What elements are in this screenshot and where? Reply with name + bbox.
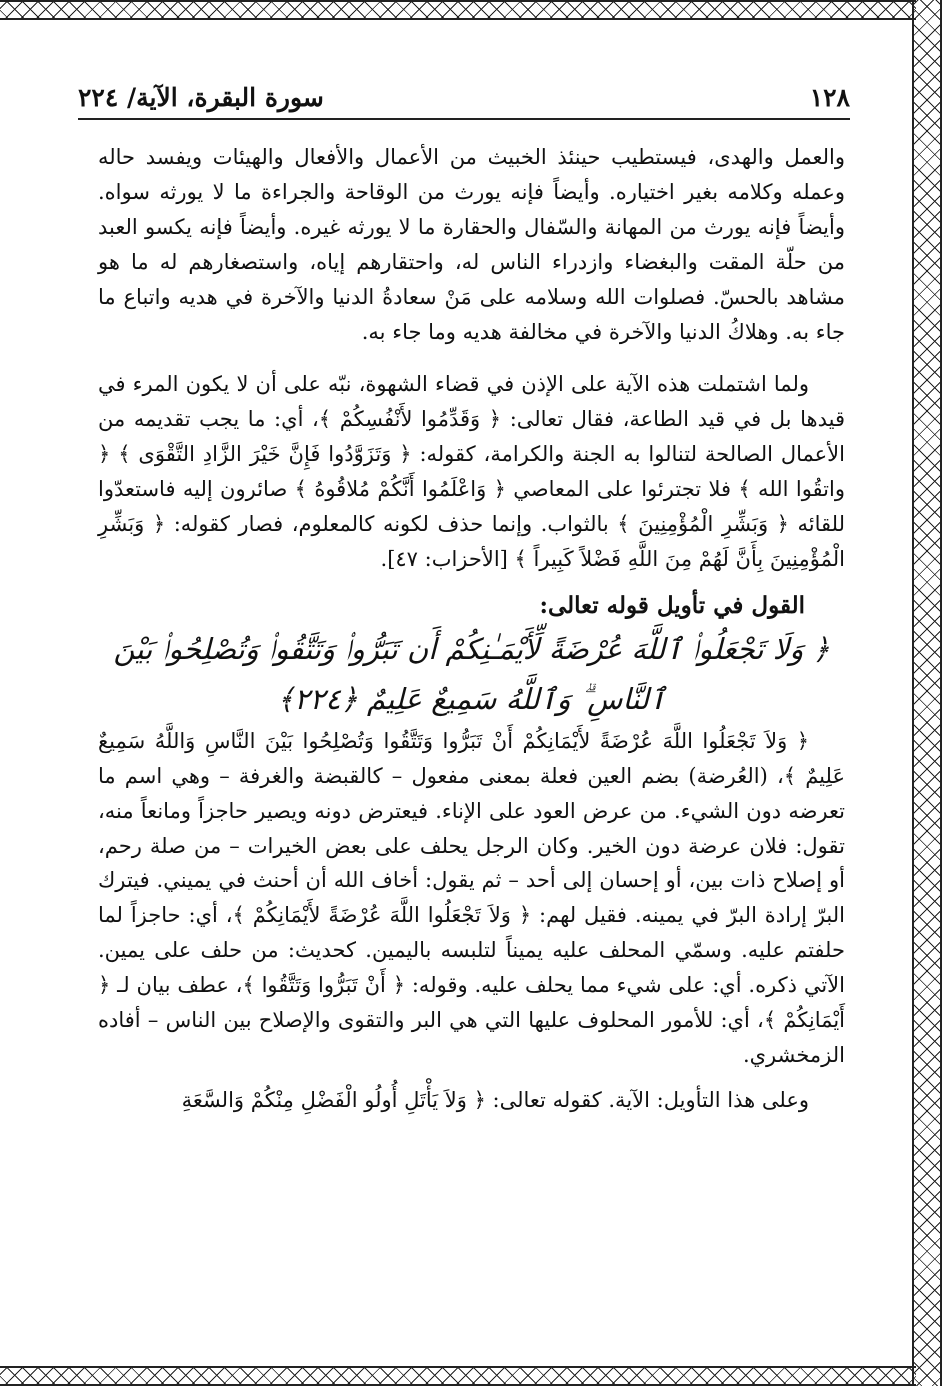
paragraph-3: ﴿ وَلاَ تَجْعَلُوا اللَّهَ عُرْضَةً لأَيْمَانِكُمْ أَنْ تَبَرُّوا وَتَتَّقُوا وَتُصْلِحُوا بَيْنَ النَّاسِ وَاللَّهُ سَمِيعٌ عَلِيمٌ ﴾، (العُرضة) بضم العين فعلة بمعنى مفعول – كالقبضة والغرفة – وهي اسم ما تعرضه دون الشيء. من عرض العود على الإناء. فيعترض دونه ويصير حاجزاً ومانعاً منه، تقول: فلان عرضة دون الخير. وكان الرجل يحلف على بعض الخيرات – من صلة رحم، أو إصلاح ذات بين، أو إحسان إلى أحد – ثم يقول: أخاف الله أن أحنث في يميني. فيترك البرّ إرادة البرّ في يمينه. فقيل لهم: ﴿ وَلاَ تَجْعَلُوا اللَّهَ عُرْضَةً لأَيْمَانِكُمْ ﴾، أي: حاجزاً لما حلفتم عليه. وسمّي المحلف عليه يميناً لتلبسه باليمين. كحديث: من حلف على يمين. الآتي ذكره. أي: على شيء مما يحلف عليه. وقوله: ﴿ أَنْ تَبَرُّوا وَتَتَّقُوا ﴾، عطف بيان لـ ﴿ أَيْمَانِكُمْ ﴾، أي: للأمور المحلوف عليها التي هي البر والتقوى والإصلاح بين الناس – أفاده الزمخشري. xyxy=(98,728,845,1067)
paragraph-1: والعمل والهدى، فيستطيب حينئذ الخبيث من الأعمال والأفعال والهيئات ويفسد حاله وعمله وكلامه بغير اختياره. وأيضاً فإنه يورث من الوقاحة والجراءة ما لا يورثه سواه. وأيضاً فإنه يورث من المهانة والسّفال والحقارة ما لا يورثه غيره. وأيضاً فإنه يكسو العبد من حلّة المقت والبغضاء وازدراء الناس له، واحتقارهم إياه، واستصغارهم له ما هو مشاهد بالحسّ. فصلوات الله وسلامه على مَنْ سعادةُ الدنيا والآخرة في هديه واتباع ما جاء به. وهلاكُ الدنيا والآخرة في مخالفة هديه وما جاء به. xyxy=(98,145,845,344)
page-body xyxy=(98,140,845,1118)
paragraph-4: وعلى هذا التأويل: الآية. كقوله تعالى: ﴿ وَلاَ يَأْتَلِ أُولُو الْفَضْلِ مِنْكُمْ وَالسَّعَةِ xyxy=(181,1087,809,1112)
page-number: ١٢٨ xyxy=(809,83,850,112)
section-heading: القول في تأويل قوله تعالى: xyxy=(539,591,805,619)
page-border-right xyxy=(912,0,942,1386)
quran-verse: ﴿ وَلَا تَجْعَلُوا۟ ٱللَّهَ عُرْضَةً لِّأَيْمَـٰنِكُمْ أَن تَبَرُّوا۟ وَتَتَّقُوا۟ وَتُصْلِحُوا۟ بَيْنَ ٱلنَّاسِ ۗ وَٱللَّهُ سَمِيعٌ عَلِيمٌ ﴿٢٢٤﴾ xyxy=(113,631,830,716)
page-header xyxy=(78,72,850,120)
running-title: سورة البقرة، الآية/ ٢٢٤ xyxy=(78,83,324,112)
paragraph-2: ولما اشتملت هذه الآية على الإذن في قضاء الشهوة، نبّه على أن لا يكون المرء في قيدها بل في قيد الطاعة، فقال تعالى: ﴿ وَقَدِّمُوا لأَنْفُسِكُمْ ﴾، أي: ما يجب تقديمه من الأعمال الصالحة لتنالوا به الجنة والكرامة، كقوله: ﴿ وَتَزَوَّدُوا فَإِنَّ خَيْرَ الزَّادِ التَّقْوَى ﴾ ﴿ واتقُوا الله ﴾ فلا تجترئوا على المعاصي ﴿ وَاعْلَمُوا أَنَّكُمْ مُلاقُوهُ ﴾ صائرون إليه فاستعدّوا للقائه ﴿ وَبَشِّرِ الْمُؤْمِنِينَ ﴾ بالثواب. وإنما حذف لكونه كالمعلوم، فصار كقوله: ﴿ وَبَشِّرِ الْمُؤْمِنِينَ بِأَنَّ لَهُمْ مِنَ اللَّهِ فَضْلاً كَبِيراً ﴾ [الأحزاب: ٤٧]. xyxy=(98,372,845,571)
page-border-top xyxy=(0,0,916,20)
page-border-bottom xyxy=(0,1366,916,1386)
